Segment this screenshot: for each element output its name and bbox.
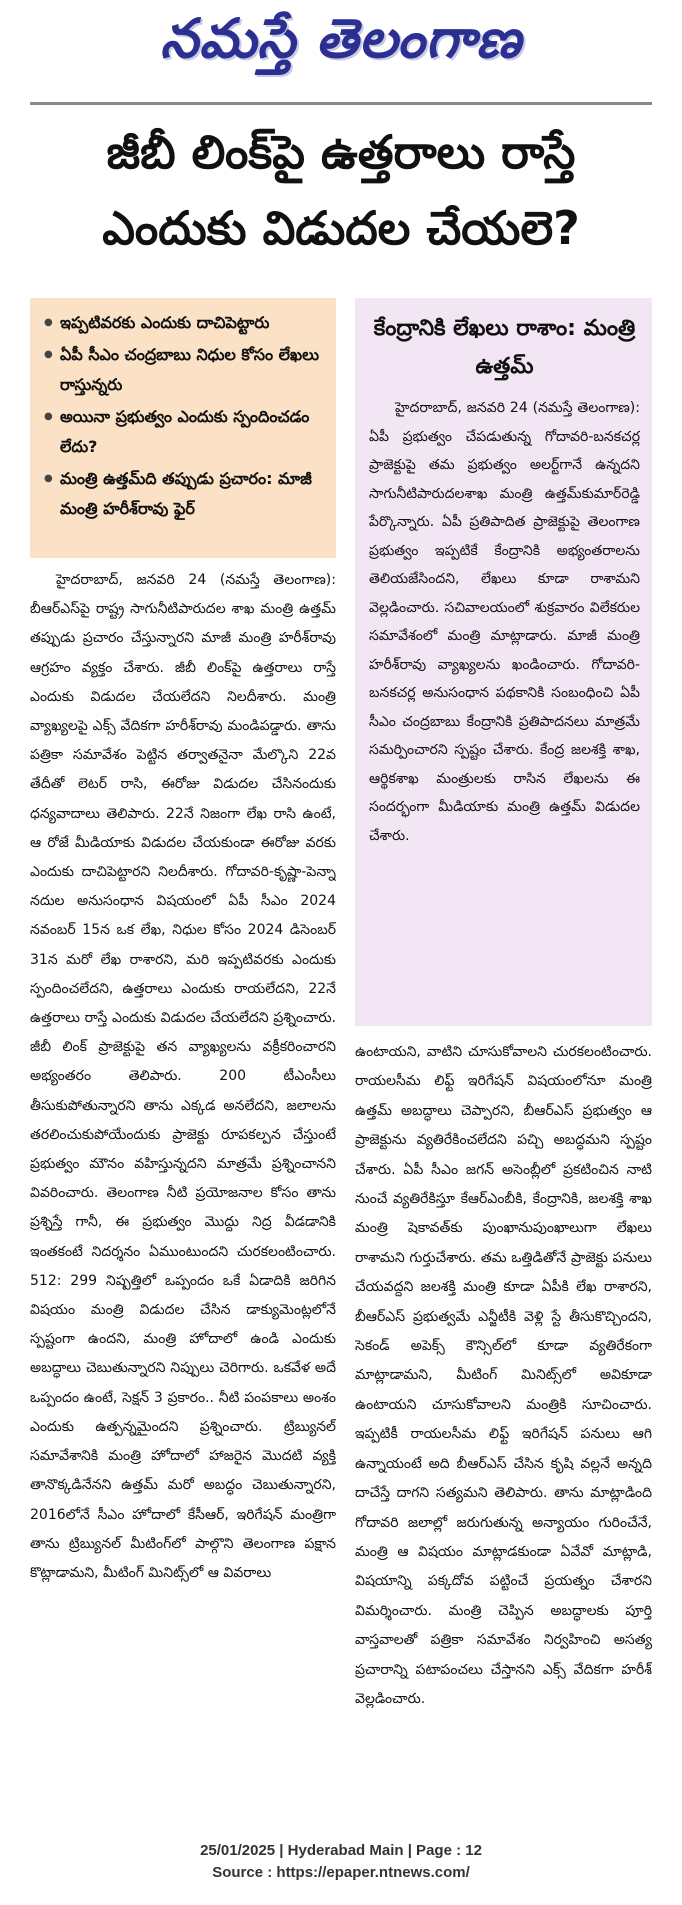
newspaper-logo: నమస్తే తెలంగాణ (160, 6, 522, 70)
article-text-left: హైదరాబాద్, జనవరి 24 (నమస్తే తెలంగాణ): బీఆర్‌ఎస్‌పై రాష్ట్ర సాగునీటిపారుదల శాఖ మంత్రి ఉత్తమ్ తప్పుడు ప్రచారం చేస్తున్నారని మాజీ మంత్రి హరీశ్‌రావు ఆగ్రహం వ్యక్తం చేశారు. జీబీ లింక్‌పై ఉత్తరాలు రాస్తే ఎందుకు విడుదల చేయలేదని నిలదీశారు. మంత్రి వ్యాఖ్యలపై ఎక్స్ వేదికగా హరీశ్‌రావు మండిపడ్డారు. తాను పత్రికా సమావేశం పెట్టిన తర్వాతనైనా మేల్కొని 22వ తేదీతో లెటర్ రాసి, ఈరోజు విడుదల చేసినందుకు ధన్యవాదాలు తెలిపారు. 22నే నిజంగా లేఖ రాసి ఉంటే, ఆ రోజే మీడియాకు విడుదల చేయకుండా ఈరోజు వరకు ఎందుకు దాచిపెట్టారని నిలదీశారు. గోదావరి-కృష్ణా-పెన్నా నదుల అనుసంధాన విషయంలో ఏపీ సీఎం 2024 నవంబర్ 15న ఒక లేఖ, నిధుల కోసం 2024 డిసెంబర్ 31న మరో లేఖ రాశారని, మరి ఇప్పటివరకు ఎందుకు స్పందించలేదని, ఉత్తరాలు ఎందుకు రాయలేదని, 22నే ఉత్తరాలు రాస్తే ఎందుకు విడుదల చేయలేదని ప్రశ్నించారు. జీబీ లింక్ ప్రాజెక్టుపై తన వ్యాఖ్యలను వక్రీకరించారని అభ్యంతరం తెలిపారు. 200 టీఎంసీలు తీసుకుపోతున్నారని తాను ఎక్కడ అనలేదని, జలాలను తరలించుకుపోయేందుకు ప్రాజెక్టు రూపకల్పన చేస్తుంటే ప్రభుత్వం మౌనం వహిస్తున్నదని మాత్రమే ప్రశ్నించానని వివరించారు. తెలంగాణ నీటి ప్రయోజనాల కోసం తాను ప్రశ్నిస్తే గానీ, ఈ ప్రభుత్వం మొద్దు నిద్ర వీడడానికి ఇంతకంటే నిదర్శనం ఏముంటుందని చురకలంటించారు. 512: 299 నిష్పత్తిలో ఒప్పందం ఒకే ఏడాదికి జరిగిన విషయం మంత్రి విడుదల చేసిన డాక్యుమెంట్లలోనే స్పష్టంగా ఉందని, మంత్రి హోదాలో ఉండి ఎందుకు అబద్ధాలు చెబుతున్నారని నిప్పులు చెరిగారు. ఒకవేళ అదే ఒప్పందం ఉంటే, సెక్షన్ 3 ప్రకారం.. నీటి పంపకాలు అంశం ఎందుకు ఉత్పన్నమైందని ప్రశ్నించారు. ట్రిబ్యునల్ సమావేశానికి మంత్రి హోదాలో హాజరైన మొదటి వ్యక్తి తానొక్కడినేనని ఉత్తమ్ మరో అబద్ధం చెబుతున్నారని, 2016లోనే సీఎం హోదాలో కేసీఆర్, ఇరిగేషన్ మంత్రిగా తాను ట్రిబ్యునల్ మీటింగ్‌లో పాల్గొని తెలంగాణ పక్షాన కొట్లాడామని, మీటింగ్ మినిట్స్‌లో ఆ వివరాలు (30, 572, 336, 1581)
headline-line-2: ఎందుకు విడుదల చేయలె? (102, 201, 580, 255)
masthead-divider (30, 102, 652, 105)
masthead (0, 0, 682, 100)
sidebar-story-title: కేంద్రానికి లేఖలు రాశాం: మంత్రి ఉత్తమ్ (373, 316, 636, 379)
source-link: Source : https://epaper.ntnews.com/ (212, 1864, 470, 1881)
sidebar-story-body: హైదరాబాద్, జనవరి 24 (నమస్తే తెలంగాణ): ఏపీ ప్రభుత్వం చేపడుతున్న గోదావరి-బనకచర్ల ప్రాజెక్టుపై తమ ప్రభుత్వం అలర్ట్‌గానే ఉన్నదని సాగునీటిపారుదలశాఖ మంత్రి ఉత్తమ్‌కుమార్‌రెడ్డి పేర్కొన్నారు. ఏపీ ప్రతిపాదిత ప్రాజెక్టుపై తెలంగాణ ప్రభుత్వం ఇప్పటికే కేంద్రానికి అభ్యంతరాలను తెలియజేసిందని, లేఖలు కూడా రాశామని వెల్లడించారు. సచివాలయంలో శుక్రవారం విలేకరుల సమావేశంలో మంత్రి మాట్లాడారు. మాజీ మంత్రి హరీశ్‌రావు వ్యాఖ్యలను ఖండించారు. గోదావరి-బనకచర్ల అనుసంధాన పథకానికి సంబంధించి ఏపీ సీఎం చంద్రబాబు కేంద్రానికి ప్రతిపాదనలు మాత్రమే సమర్పించారని స్పష్టం చేశారు. కేంద్ర జలశక్తి శాఖ, ఆర్థికశాఖ మంత్రులకు రాసిన లేఖలను ఈ సందర్భంగా మీడియాకు మంత్రి ఉత్తమ్ విడుదల చేశారు. (369, 400, 640, 844)
highlights-box (30, 298, 336, 558)
sidebar-story (355, 298, 652, 1026)
highlight-item: ● ఇప్పటివరకు ఎందుకు దాచిపెట్టారు (44, 308, 326, 338)
highlight-item: ● ఏపీ సీఎం చంద్రబాబు నిధుల కోసం లేఖలు రాస్తున్నరు (44, 340, 326, 400)
highlight-item: ● అయినా ప్రభుత్వం ఎందుకు స్పందించడం లేదు? (44, 402, 326, 462)
highlight-item: ● మంత్రి ఉత్తమ్‌ది తప్పుడు ప్రచారం: మాజీ మంత్రి హరీశ్‌రావు ఫైర్ (44, 464, 326, 524)
article-column-left (30, 566, 336, 1806)
edition-info: 25/01/2025 | Hyderabad Main | Page : 12 (200, 1842, 482, 1859)
headline-line-1: జీబీ లింక్‌పై ఉత్తరాలు రాస్తే (106, 125, 576, 179)
article-column-right (355, 1038, 652, 1806)
article-text-right: ఉంటాయని, వాటిని చూసుకోవాలని చురకలంటించారు. రాయలసీమ లిఫ్ట్ ఇరిగేషన్ విషయంలోనూ మంత్రి ఉత్తమ్ అబద్ధాలు చెప్పారని, బీఆర్‌ఎస్ ప్రభుత్వం ఆ ప్రాజెక్టును వ్యతిరేకించలేదని పచ్చి అబద్ధమని స్పష్టం చేశారు. ఏపీ సీఎం జగన్ అసెంబ్లీలో ప్రకటించిన నాటి నుంచే వ్యతిరేకిస్తూ కేఆర్‌ఎంబీకి, కేంద్రానికి, జలశక్తి శాఖ మంత్రి షెకావత్‌కు పుంఖానుపుంఖాలుగా లేఖలు రాశామని గుర్తుచేశారు. తమ ఒత్తిడితోనే ప్రాజెక్టు పనులు చేయవద్దని జలశక్తి మంత్రి కూడా ఏపీకి లేఖ రాశారని, బీఆర్‌ఎస్ ప్రభుత్వమే ఎన్జీటీకి వెళ్లి స్టే తీసుకొచ్చిందని, సెకండ్ అపెక్స్ కౌన్సిల్‌లో కూడా వ్యతిరేకంగా మాట్లాడామని, మీటింగ్ మినిట్స్‌లో అవికూడా ఉంటాయని చూసుకోవాలని మంత్రికి సూచించారు. ఇప్పటికీ రాయలసీమ లిఫ్ట్ ఇరిగేషన్ పనులు ఆగి ఉన్నాయంటే అది బీఆర్‌ఎస్ చేసిన కృషి వల్లనే అన్నది దాచేస్తే దాగని సత్యమని తెలిపారు. తాను మాట్లాడింది గోదావరి జలాల్లో జరుగుతున్న అన్యాయం గురించేనే, మంత్రి ఆ విషయం మాట్లాడకుండా ఏవేవో మాట్లాడి, విషయాన్ని పక్కదోవ పట్టించే ప్రయత్నం చేశారని విమర్శించారు. మంత్రి చెప్పిన అబద్ధాలకు పూర్తి వాస్తవాలతో పత్రికా సమావేశం నిర్వహించి అసత్య ప్రచారాన్ని పటాపంచలు చేస్తానని ఎక్స్ వేదికగా హరీశ్ వెల్లడించారు. (355, 1044, 652, 1707)
